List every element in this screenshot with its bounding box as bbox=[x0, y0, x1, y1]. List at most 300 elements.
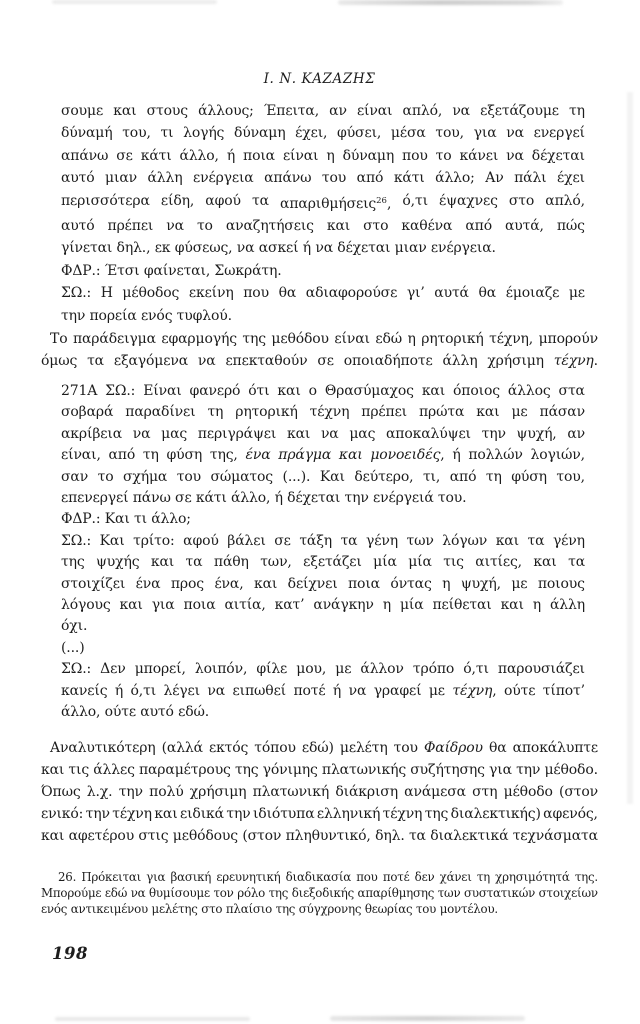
word: και bbox=[338, 447, 363, 464]
word: αυτό bbox=[61, 218, 95, 235]
word: πολύ bbox=[149, 784, 184, 800]
word: ποια bbox=[243, 147, 275, 164]
running-header: Ι. Ν. ΚΑΖΑΖΗΣ bbox=[263, 71, 376, 87]
word: να bbox=[130, 886, 146, 901]
word: είναι bbox=[282, 147, 319, 164]
word: ένα, bbox=[214, 575, 244, 592]
word: κάτι bbox=[393, 170, 425, 187]
word: μελέτη bbox=[339, 740, 388, 756]
word: όντας bbox=[390, 575, 432, 592]
word: τη bbox=[207, 404, 224, 421]
word: στοιχείων bbox=[538, 886, 598, 901]
word: δείχνει bbox=[287, 575, 338, 592]
word: πράγμα bbox=[278, 447, 332, 464]
word: η bbox=[407, 331, 416, 347]
text-segment: ΦΔΡ.: Και τι άλλο; bbox=[61, 511, 191, 528]
word: γι’ bbox=[406, 285, 425, 302]
word: ποια bbox=[347, 575, 380, 592]
text-line bbox=[41, 781, 598, 803]
word: να bbox=[197, 353, 216, 370]
word: παραμέτρους bbox=[138, 762, 231, 778]
word: αφετέρου bbox=[68, 828, 135, 844]
word: πάλι bbox=[514, 170, 547, 187]
word: σε bbox=[116, 147, 133, 164]
word: από bbox=[449, 468, 477, 485]
word: αφού bbox=[183, 532, 219, 549]
word: πρέπει bbox=[107, 218, 154, 235]
word: οποιαδήποτε bbox=[343, 353, 433, 370]
word: ρητορική bbox=[235, 404, 298, 421]
text-line bbox=[61, 260, 585, 282]
word: τη bbox=[476, 870, 491, 884]
word: ΣΩ.: bbox=[61, 532, 92, 549]
word: είδη, bbox=[160, 192, 195, 209]
word: τίποτ’ bbox=[542, 682, 585, 699]
word: άλλον bbox=[360, 661, 404, 678]
word: την bbox=[226, 806, 251, 822]
word: όποιος bbox=[453, 383, 500, 399]
text-line bbox=[61, 702, 585, 723]
word: το bbox=[196, 218, 213, 235]
word: μας bbox=[161, 425, 188, 442]
word: πάσαν bbox=[539, 404, 585, 421]
word: αδιαφορούσε bbox=[305, 285, 398, 302]
word: στη bbox=[472, 784, 498, 800]
word: ό,τι bbox=[402, 192, 428, 209]
word: λοιπόν, bbox=[194, 661, 248, 678]
word: απάνω bbox=[61, 147, 109, 164]
word: 271Α bbox=[61, 383, 98, 399]
scan-smudge-bottom-left bbox=[55, 1017, 250, 1021]
word: τα bbox=[527, 532, 545, 549]
word: δύναμη bbox=[342, 147, 395, 164]
word: και bbox=[500, 597, 524, 614]
word: ό,τι bbox=[130, 682, 157, 699]
word: και bbox=[150, 554, 175, 571]
word: δύναμη bbox=[233, 125, 286, 142]
word: ποτέ bbox=[293, 682, 326, 699]
text-line bbox=[41, 350, 598, 372]
word: της bbox=[242, 331, 266, 347]
text-line bbox=[61, 190, 585, 215]
word: 26. bbox=[58, 870, 77, 884]
word: προς bbox=[170, 575, 204, 592]
text-line bbox=[61, 305, 585, 327]
word: και bbox=[476, 404, 500, 421]
word: κάτι bbox=[140, 147, 172, 164]
text-line bbox=[61, 638, 585, 659]
word: πώς bbox=[556, 218, 585, 235]
word: έψαχνες bbox=[439, 192, 498, 209]
word: μεθόδου bbox=[271, 331, 329, 347]
paragraph-phaedrus-analysis bbox=[41, 737, 598, 847]
word: να bbox=[452, 103, 470, 119]
word: του bbox=[176, 468, 201, 485]
word: από bbox=[356, 170, 384, 187]
word: Και bbox=[99, 532, 125, 549]
word: βασική bbox=[170, 870, 212, 884]
word: τη bbox=[569, 103, 585, 119]
word: ανάγκην bbox=[313, 597, 374, 614]
word: ΣΩ.: bbox=[61, 285, 92, 302]
word: Και bbox=[319, 468, 345, 485]
text-line bbox=[41, 869, 598, 885]
word: χάνει bbox=[439, 870, 472, 884]
word: αφενός, bbox=[543, 806, 598, 822]
word: την bbox=[516, 762, 541, 778]
text-line bbox=[61, 616, 585, 637]
word: ρητορική bbox=[421, 331, 484, 347]
word: τι bbox=[160, 125, 174, 142]
word: της bbox=[268, 886, 289, 901]
word: μέθοδο. bbox=[544, 762, 598, 778]
word: φύση bbox=[166, 447, 203, 464]
word: να bbox=[506, 147, 524, 164]
word: ενεργεί bbox=[533, 125, 585, 142]
word: ψυχή, bbox=[460, 575, 501, 592]
text-line bbox=[61, 167, 585, 189]
word: τέχνη bbox=[382, 806, 423, 822]
word: ο bbox=[308, 383, 317, 399]
word: λογής bbox=[183, 125, 225, 142]
word: γόνιμης bbox=[262, 762, 318, 778]
word: μονοειδές, bbox=[370, 447, 445, 464]
word: και bbox=[154, 806, 178, 822]
word: (...). bbox=[282, 468, 311, 485]
word: εξαγόμενα bbox=[113, 353, 189, 370]
word: μία bbox=[373, 554, 397, 571]
word: με bbox=[511, 404, 528, 421]
text-line bbox=[61, 381, 585, 402]
word: παράδειγμα bbox=[72, 331, 156, 347]
word: για bbox=[489, 762, 512, 778]
word: ένα bbox=[135, 575, 161, 592]
word: επεκταθούν bbox=[225, 353, 308, 370]
word: έχει bbox=[557, 170, 585, 187]
word: στις bbox=[138, 828, 169, 844]
word: διεξοδικής bbox=[291, 886, 354, 901]
word: παραδίνει bbox=[125, 404, 196, 421]
word: λ.χ. bbox=[86, 784, 113, 800]
word: ούτε bbox=[504, 682, 536, 699]
word: είναι, bbox=[61, 447, 101, 464]
word: Δεν bbox=[100, 661, 126, 678]
word: φίλε bbox=[256, 661, 288, 678]
word: η bbox=[326, 147, 335, 164]
word: τεχνάσματα bbox=[512, 828, 598, 844]
word: διάκριση bbox=[335, 784, 398, 800]
word: και bbox=[277, 383, 301, 399]
word: των bbox=[406, 532, 434, 549]
word: αναζητήσεις bbox=[225, 218, 314, 235]
word: του, bbox=[556, 468, 585, 485]
word: τον bbox=[213, 886, 234, 901]
word: Το bbox=[50, 331, 68, 347]
word: κανείς bbox=[61, 682, 108, 699]
word: του bbox=[393, 740, 418, 756]
word: σε bbox=[274, 532, 291, 549]
text-line bbox=[61, 424, 585, 445]
word: στοιχίζει bbox=[61, 575, 126, 592]
word: άλλες bbox=[93, 762, 135, 778]
word: θα bbox=[278, 285, 297, 302]
word: φύσει, bbox=[337, 125, 382, 142]
word: Έπειτα, bbox=[263, 103, 320, 119]
word: εξετάζουμε bbox=[480, 103, 559, 119]
scan-smudge-top-right bbox=[338, 0, 563, 5]
scan-smudge-top-left bbox=[52, 0, 217, 4]
word: να bbox=[207, 682, 226, 699]
text-segment: (...) bbox=[61, 639, 85, 656]
quote-block-continued bbox=[61, 100, 585, 327]
word: σουμε bbox=[61, 103, 104, 119]
word: της, bbox=[209, 447, 238, 464]
word: φανερό bbox=[189, 383, 241, 399]
text-segment: ΦΔΡ.: Έτσι φαίνεται, Σωκράτη. bbox=[61, 262, 282, 279]
word: γραφεί bbox=[373, 682, 422, 699]
word: μπορεί, bbox=[134, 661, 186, 678]
word: για bbox=[146, 870, 166, 884]
word: με bbox=[511, 575, 528, 592]
word: την bbox=[85, 806, 110, 822]
scan-smudge-bottom-right bbox=[330, 1016, 525, 1021]
scan-edge-artifact-right bbox=[627, 92, 633, 804]
word: η bbox=[382, 597, 391, 614]
word: εκτός bbox=[208, 740, 249, 756]
word: όμως bbox=[41, 353, 78, 370]
word: και bbox=[533, 554, 557, 571]
word: εδώ bbox=[104, 886, 128, 901]
word: στο bbox=[508, 192, 535, 209]
word: μέθοδο bbox=[503, 784, 553, 800]
text-segment: επενεργεί πάνω σε κάτι άλλο, ή δέχεται την ενέργειά του. bbox=[61, 490, 467, 507]
word: τέχνη, bbox=[452, 682, 497, 699]
word: ή bbox=[226, 147, 236, 164]
word: αυτό bbox=[61, 170, 95, 187]
word: τα bbox=[252, 192, 269, 209]
word: μου, bbox=[296, 661, 327, 678]
word: ενέργεια bbox=[193, 170, 254, 187]
word: είναι bbox=[356, 103, 393, 119]
word: σχήμα bbox=[122, 468, 168, 485]
word: σοβαρά bbox=[61, 404, 114, 421]
word: και bbox=[326, 218, 351, 235]
word: χρήσιμη bbox=[189, 784, 247, 800]
word: τέχνη bbox=[112, 806, 152, 822]
word: μία bbox=[399, 597, 424, 614]
word: εφαρμογής bbox=[161, 331, 237, 347]
word: άλλος bbox=[507, 383, 551, 399]
word: απαρίθμησης bbox=[357, 886, 435, 901]
word: μιαν bbox=[105, 170, 137, 187]
word: Θρασύμαχος bbox=[324, 383, 414, 399]
word: Αν bbox=[485, 170, 504, 187]
word: άλλη bbox=[147, 170, 183, 187]
paragraph-method-example bbox=[41, 328, 598, 373]
word: ανάμεσα bbox=[404, 784, 466, 800]
word: τα bbox=[340, 532, 358, 549]
word: τέχνη. bbox=[553, 353, 598, 370]
word: της bbox=[61, 554, 85, 571]
word: στο bbox=[363, 218, 389, 235]
text-line bbox=[61, 282, 585, 304]
word: μέσα bbox=[390, 125, 426, 142]
word: ελληνική bbox=[316, 806, 381, 822]
text-line bbox=[41, 328, 598, 350]
word: για bbox=[473, 125, 497, 142]
word: που bbox=[243, 285, 269, 302]
word: από bbox=[108, 447, 136, 464]
text-segment: όχι. bbox=[61, 618, 88, 635]
text-line bbox=[41, 737, 598, 759]
word: βάλει bbox=[227, 532, 266, 549]
text-line bbox=[61, 445, 585, 466]
word: ό,τι bbox=[463, 661, 489, 678]
word: άλλο; bbox=[435, 170, 475, 187]
word: ακρίβεια bbox=[61, 425, 123, 442]
text-line bbox=[61, 509, 585, 530]
word: τη bbox=[142, 447, 159, 464]
word: τη bbox=[485, 468, 502, 485]
word: από bbox=[465, 218, 492, 235]
word: τις bbox=[68, 762, 90, 778]
word: θα bbox=[478, 285, 497, 302]
word: στα bbox=[558, 383, 585, 399]
word: ή bbox=[452, 447, 461, 464]
word: ποτέ bbox=[382, 870, 410, 884]
word: ή bbox=[332, 682, 342, 699]
word: ΣΩ.: bbox=[105, 383, 136, 399]
word: ενικό: bbox=[41, 806, 84, 822]
word: ιδιότυπα bbox=[252, 806, 315, 822]
word: γένη bbox=[552, 532, 585, 549]
word: με bbox=[335, 661, 352, 678]
word: της bbox=[424, 806, 449, 822]
word: πάθη bbox=[213, 554, 249, 571]
word: ένα bbox=[245, 447, 271, 464]
word: να bbox=[166, 218, 184, 235]
word: ειδικά bbox=[179, 806, 224, 822]
word: δεύτερο, bbox=[354, 468, 414, 485]
word: άλλους; bbox=[198, 103, 254, 119]
word: πείθεται bbox=[432, 597, 492, 614]
text-line bbox=[61, 681, 585, 702]
word: μας bbox=[349, 425, 376, 442]
word: συστατικών bbox=[464, 886, 536, 901]
word: σώματος bbox=[210, 468, 273, 485]
word: διαδικασία bbox=[285, 870, 352, 884]
word: και bbox=[495, 532, 519, 549]
word: αφού bbox=[205, 192, 241, 209]
quote-block-271a bbox=[61, 381, 585, 724]
word: Πρόκειται bbox=[81, 870, 142, 884]
word: στους bbox=[146, 103, 188, 119]
word: ρόλο bbox=[237, 886, 266, 901]
word: τα bbox=[185, 554, 203, 571]
word: να bbox=[132, 425, 151, 442]
text-line bbox=[41, 885, 598, 901]
word: πρώτα bbox=[418, 404, 465, 421]
word: ποια bbox=[183, 597, 216, 614]
text-segment: την πορεία ενός τυφλού. bbox=[61, 307, 232, 324]
word: δηλ. bbox=[375, 828, 405, 844]
text-line bbox=[61, 595, 585, 616]
word: καθένα bbox=[401, 218, 453, 235]
word: η bbox=[532, 597, 542, 614]
word: Όπως bbox=[41, 784, 81, 800]
word: τρόπο bbox=[412, 661, 455, 678]
text-line bbox=[61, 552, 585, 573]
word: τις bbox=[443, 554, 464, 571]
word: θυμίσουμε bbox=[149, 886, 210, 901]
word: που bbox=[356, 870, 378, 884]
word: σαν bbox=[61, 468, 89, 485]
word: ειπωθεί bbox=[232, 682, 287, 699]
word: με bbox=[568, 285, 585, 302]
word: ποιους bbox=[537, 575, 585, 592]
word: και bbox=[41, 762, 65, 778]
word: περιγράψει bbox=[197, 425, 277, 442]
word: άλλο, bbox=[179, 147, 219, 164]
text-line bbox=[61, 145, 585, 167]
word: τι, bbox=[422, 468, 441, 485]
text-line bbox=[61, 659, 585, 680]
text-segment: γίνεται δηλ., εκ φύσεως, να ασκεί ή να δέχεται μιαν ενέργεια. bbox=[61, 240, 496, 257]
word: Φαίδρου bbox=[423, 740, 483, 756]
word: του, bbox=[435, 125, 464, 142]
word: έχει, bbox=[295, 125, 328, 142]
word: πολλών bbox=[468, 447, 523, 464]
word: τα bbox=[87, 353, 104, 370]
word: και bbox=[113, 103, 137, 119]
text-line bbox=[41, 825, 598, 847]
word: ψυχή, bbox=[516, 425, 557, 442]
text-segment: άλλο, ούτε αυτό εδώ. bbox=[61, 704, 210, 721]
word: λέγει bbox=[163, 682, 200, 699]
word: χρήσιμη bbox=[487, 353, 544, 370]
word: το bbox=[435, 147, 452, 164]
word: τα bbox=[568, 554, 585, 571]
word: που bbox=[402, 147, 428, 164]
word: και bbox=[119, 597, 143, 614]
word: μεθόδους bbox=[172, 828, 238, 844]
word: αυτά, bbox=[504, 218, 544, 235]
word: ψυχής bbox=[95, 554, 140, 571]
word: χρησιμότητά bbox=[495, 870, 570, 884]
word: σε bbox=[317, 353, 334, 370]
word: τέχνη, bbox=[489, 331, 534, 347]
word: για bbox=[151, 597, 175, 614]
word: και bbox=[286, 425, 311, 442]
text-line bbox=[61, 100, 585, 122]
word: λόγους bbox=[61, 597, 111, 614]
text-line bbox=[41, 803, 598, 825]
text-line bbox=[61, 122, 585, 144]
word: απάνω bbox=[264, 170, 312, 187]
word: ότι bbox=[248, 383, 270, 399]
text-line bbox=[61, 237, 585, 259]
word: τέχνη bbox=[309, 404, 350, 421]
word: της. bbox=[574, 870, 598, 884]
word: ερευνητική bbox=[216, 870, 281, 884]
word: τόπου bbox=[254, 740, 296, 756]
word: διαλεκτικής) bbox=[450, 806, 541, 822]
word: κάνει bbox=[459, 147, 499, 164]
word: να bbox=[320, 425, 339, 442]
word: πλατωνική bbox=[252, 784, 330, 800]
word: το bbox=[97, 468, 114, 485]
word: της bbox=[234, 762, 259, 778]
